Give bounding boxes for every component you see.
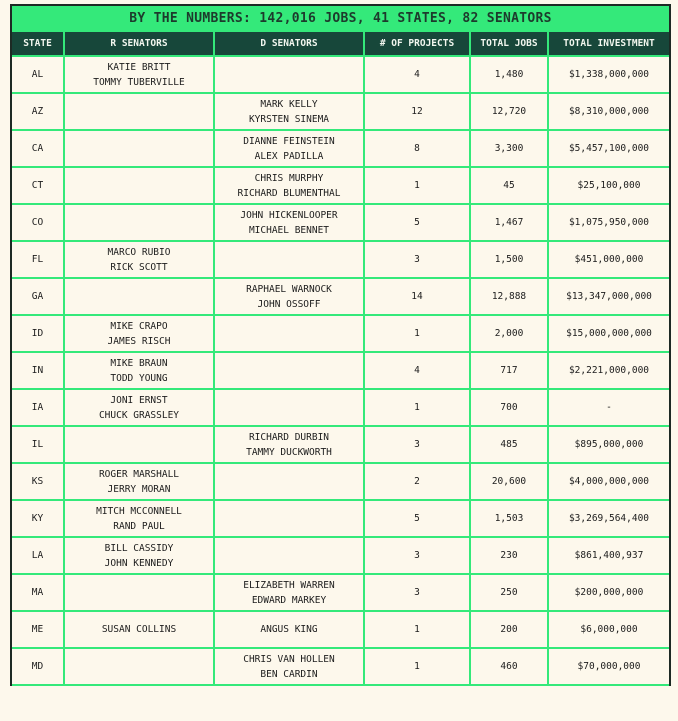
jobs-cell: 230 (470, 537, 548, 574)
r-senators-cell (64, 426, 214, 463)
header-projects: # OF PROJECTS (364, 32, 470, 56)
senator-name: MARCO RUBIO (107, 246, 171, 258)
d-senators-cell (214, 463, 364, 500)
senator-name: JOHN HICKENLOOPER (240, 209, 338, 221)
projects-cell: 8 (364, 130, 470, 167)
projects-cell: 14 (364, 278, 470, 315)
d-senators-cell (214, 204, 364, 241)
investment-cell: $200,000,000 (548, 574, 669, 611)
investment-cell: $25,100,000 (548, 167, 669, 204)
senator-name: BILL CASSIDY (104, 542, 174, 554)
r-senators-cell (64, 389, 214, 426)
projects-cell: 5 (364, 500, 470, 537)
jobs-cell: 12,720 (470, 93, 548, 130)
projects-cell: 3 (364, 241, 470, 278)
state-cell: AL (12, 56, 64, 93)
r-senators-cell (64, 167, 214, 204)
projects-cell: 3 (364, 537, 470, 574)
jobs-cell: 20,600 (470, 463, 548, 500)
d-senators-cell (214, 574, 364, 611)
senator-name: CHRIS MURPHY (254, 172, 324, 184)
d-senators-cell (214, 315, 364, 352)
d-senators-cell (214, 611, 364, 648)
senator-name: TODD YOUNG (110, 372, 168, 384)
state-cell: MD (12, 648, 64, 685)
senator-name: SUSAN COLLINS (101, 624, 177, 635)
investment-cell: $15,000,000,000 (548, 315, 669, 352)
jobs-cell: 1,480 (470, 56, 548, 93)
senator-name: RICHARD BLUMENTHAL (237, 187, 341, 199)
table-title: BY THE NUMBERS: 142,016 JOBS, 41 STATES, 82 SENATORS (12, 6, 669, 32)
jobs-cell: 3,300 (470, 130, 548, 167)
state-cell: MA (12, 574, 64, 611)
senator-name: MIKE CRAPO (110, 320, 168, 332)
d-senators-cell (214, 537, 364, 574)
senator-name: MARK KELLY (260, 98, 318, 110)
investment-cell: $451,000,000 (548, 241, 669, 278)
senator-name: DIANNE FEINSTEIN (243, 135, 335, 147)
d-senators-cell (214, 56, 364, 93)
projects-cell: 1 (364, 648, 470, 685)
table-row (12, 204, 669, 241)
r-senators-cell (64, 500, 214, 537)
d-senators-cell (214, 167, 364, 204)
jobs-cell: 1,500 (470, 241, 548, 278)
table-row (12, 241, 669, 278)
jobs-cell: 485 (470, 426, 548, 463)
r-senators-cell (64, 537, 214, 574)
r-senators-cell (64, 278, 214, 315)
jobs-cell: 1,467 (470, 204, 548, 241)
table-row (12, 315, 669, 352)
state-cell: ME (12, 611, 64, 648)
r-senators-cell (64, 352, 214, 389)
r-senators-cell (64, 93, 214, 130)
jobs-cell: 1,503 (470, 500, 548, 537)
investment-cell: $8,310,000,000 (548, 93, 669, 130)
state-cell: FL (12, 241, 64, 278)
senator-name: RAND PAUL (113, 520, 165, 532)
projects-cell: 1 (364, 315, 470, 352)
state-cell: CT (12, 167, 64, 204)
senator-name: ELIZABETH WARREN (243, 579, 335, 591)
table-row (12, 167, 669, 204)
jobs-cell: 717 (470, 352, 548, 389)
projects-cell: 2 (364, 463, 470, 500)
table-row (12, 389, 669, 426)
senator-name: MIKE BRAUN (110, 357, 168, 369)
d-senators-cell (214, 278, 364, 315)
investment-cell: $4,000,000,000 (548, 463, 669, 500)
r-senators-cell (64, 648, 214, 685)
senators-table (12, 32, 669, 686)
table-row (12, 93, 669, 130)
projects-cell: 5 (364, 204, 470, 241)
r-senators-cell (64, 56, 214, 93)
table-row (12, 426, 669, 463)
jobs-cell: 2,000 (470, 315, 548, 352)
investment-cell: $5,457,100,000 (548, 130, 669, 167)
d-senators-cell (214, 426, 364, 463)
jobs-cell: 700 (470, 389, 548, 426)
projects-cell: 3 (364, 426, 470, 463)
r-senators-cell (64, 463, 214, 500)
header-investment: TOTAL INVESTMENT (548, 32, 669, 56)
table-row (12, 56, 669, 93)
table-row (12, 611, 669, 648)
header-d-senators: D SENATORS (214, 32, 364, 56)
senator-name: ANGUS KING (260, 624, 318, 635)
state-cell: AZ (12, 93, 64, 130)
r-senators-cell (64, 241, 214, 278)
senator-name: KYRSTEN SINEMA (248, 113, 330, 125)
state-cell: KS (12, 463, 64, 500)
investment-cell: $895,000,000 (548, 426, 669, 463)
jobs-cell: 460 (470, 648, 548, 685)
projects-cell: 1 (364, 167, 470, 204)
senator-name: BEN CARDIN (260, 668, 318, 680)
projects-cell: 4 (364, 56, 470, 93)
state-cell: LA (12, 537, 64, 574)
senator-name: CHRIS VAN HOLLEN (243, 653, 335, 665)
investment-cell: $2,221,000,000 (548, 352, 669, 389)
jobs-cell: 200 (470, 611, 548, 648)
table-row (12, 130, 669, 167)
senator-name: JERRY MORAN (107, 483, 171, 495)
state-cell: IL (12, 426, 64, 463)
senator-name: EDWARD MARKEY (251, 594, 327, 606)
state-cell: GA (12, 278, 64, 315)
d-senators-cell (214, 130, 364, 167)
state-cell: CA (12, 130, 64, 167)
table-row (12, 352, 669, 389)
table-row (12, 648, 669, 685)
table-row (12, 500, 669, 537)
projects-cell: 1 (364, 389, 470, 426)
state-cell: KY (12, 500, 64, 537)
r-senators-cell (64, 574, 214, 611)
senator-name: MITCH MCCONNELL (96, 505, 182, 517)
jobs-cell: 250 (470, 574, 548, 611)
senators-table-card (10, 4, 671, 686)
d-senators-cell (214, 389, 364, 426)
senator-name: RICK SCOTT (110, 261, 168, 273)
state-cell: CO (12, 204, 64, 241)
projects-cell: 1 (364, 611, 470, 648)
r-senators-cell (64, 611, 214, 648)
jobs-cell: 12,888 (470, 278, 548, 315)
senator-name: JONI ERNST (110, 394, 168, 406)
senator-name: MICHAEL BENNET (248, 224, 330, 236)
d-senators-cell (214, 352, 364, 389)
r-senators-cell (64, 130, 214, 167)
senator-name: TOMMY TUBERVILLE (93, 76, 185, 88)
state-cell: ID (12, 315, 64, 352)
jobs-cell: 45 (470, 167, 548, 204)
senator-name: KATIE BRITT (107, 61, 171, 73)
r-senators-cell (64, 204, 214, 241)
table-row (12, 463, 669, 500)
d-senators-cell (214, 500, 364, 537)
d-senators-cell (214, 241, 364, 278)
table-row (12, 537, 669, 574)
senator-name: ALEX PADILLA (254, 150, 324, 162)
senator-name: TAMMY DUCKWORTH (246, 446, 332, 458)
senator-name: JAMES RISCH (107, 335, 171, 347)
investment-cell: $13,347,000,000 (548, 278, 669, 315)
table-row (12, 278, 669, 315)
table-row (12, 574, 669, 611)
d-senators-cell (214, 93, 364, 130)
investment-cell: $861,400,937 (548, 537, 669, 574)
projects-cell: 12 (364, 93, 470, 130)
investment-cell: $1,075,950,000 (548, 204, 669, 241)
projects-cell: 4 (364, 352, 470, 389)
senator-name: RAPHAEL WARNOCK (246, 283, 332, 295)
state-cell: IA (12, 389, 64, 426)
header-jobs: TOTAL JOBS (470, 32, 548, 56)
d-senators-cell (214, 648, 364, 685)
senator-name: JOHN OSSOFF (257, 298, 321, 310)
r-senators-cell (64, 315, 214, 352)
investment-cell: $3,269,564,400 (548, 500, 669, 537)
projects-cell: 3 (364, 574, 470, 611)
investment-cell: - (548, 389, 669, 426)
header-r-senators: R SENATORS (64, 32, 214, 56)
senator-name: JOHN KENNEDY (104, 557, 174, 569)
investment-cell: $1,338,000,000 (548, 56, 669, 93)
state-cell: IN (12, 352, 64, 389)
header-state: STATE (12, 32, 64, 56)
header-row (12, 32, 669, 56)
senator-name: ROGER MARSHALL (98, 468, 180, 480)
senator-name: CHUCK GRASSLEY (98, 409, 180, 421)
senator-name: RICHARD DURBIN (248, 431, 330, 443)
investment-cell: $6,000,000 (548, 611, 669, 648)
investment-cell: $70,000,000 (548, 648, 669, 685)
